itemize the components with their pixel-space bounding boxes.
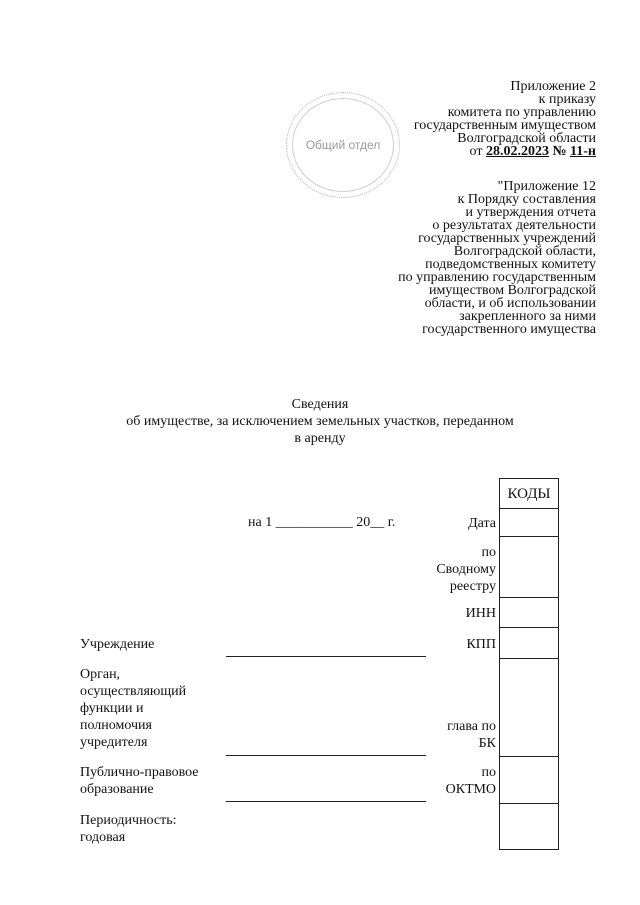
procedure-line: области, и об использовании bbox=[424, 296, 596, 311]
annex-number: 11-н bbox=[570, 144, 596, 159]
procedure-line: закрепленного за ними bbox=[459, 309, 596, 324]
annex-date-line bbox=[414, 145, 596, 158]
code-cell-kpp[interactable] bbox=[499, 627, 559, 659]
document-title bbox=[100, 396, 540, 447]
code-cell-oktmo[interactable] bbox=[499, 756, 559, 804]
procedure-line: государственного имущества bbox=[422, 322, 596, 337]
title-line-2: об имуществе, за исключением земельных участков, переданном bbox=[126, 414, 514, 429]
date-year: 20__ г. bbox=[356, 515, 396, 530]
code-cell-date[interactable] bbox=[499, 508, 559, 537]
procedure-line: имуществом Волгоградской bbox=[428, 283, 596, 298]
field-founder-line[interactable] bbox=[226, 755, 426, 756]
label-inn: ИНН bbox=[465, 606, 496, 621]
procedure-line: по управлению государственным bbox=[398, 270, 596, 285]
annex-date-prefix: от bbox=[469, 144, 483, 159]
label-registry-line: реестру bbox=[449, 579, 496, 594]
annex-date: 28.02.2023 bbox=[485, 144, 549, 159]
annex-line: Волгоградской области bbox=[457, 131, 596, 146]
label-bk-line: БК bbox=[478, 736, 496, 751]
field-institution-label: Учреждение bbox=[80, 637, 155, 652]
label-oktmo bbox=[446, 764, 496, 798]
procedure-line: государственных учреждений bbox=[418, 231, 596, 246]
field-public-entity-label bbox=[80, 764, 199, 798]
founder-line: функции и bbox=[80, 701, 144, 716]
date-blank: ___________ bbox=[275, 515, 353, 530]
founder-line: Орган, bbox=[80, 667, 121, 682]
field-periodicity-label bbox=[80, 812, 177, 846]
field-founder-label bbox=[80, 666, 186, 751]
annex-number-prefix: № bbox=[552, 144, 567, 159]
annex-line: государственным имуществом bbox=[413, 118, 596, 133]
public-entity-line: Публично-правовое bbox=[80, 765, 199, 780]
annex-line: Приложение 2 bbox=[510, 79, 596, 94]
procedure-line: к Порядку составления bbox=[457, 192, 596, 207]
field-institution-line[interactable] bbox=[226, 656, 426, 657]
procedure-annex-block bbox=[398, 180, 596, 336]
procedure-line: о результатах деятельности bbox=[432, 218, 596, 233]
code-cell-registry[interactable] bbox=[499, 536, 559, 598]
stamp-text: Общий отдел bbox=[305, 138, 381, 152]
procedure-line: и утверждения отчета bbox=[465, 205, 596, 220]
label-bk-line: глава по bbox=[447, 719, 496, 734]
public-entity-line: образование bbox=[80, 782, 154, 797]
date-prefix: на 1 bbox=[248, 515, 273, 530]
label-bk bbox=[447, 718, 496, 752]
codes-header: КОДЫ bbox=[499, 478, 559, 509]
procedure-line: Волгоградской области, bbox=[453, 244, 596, 259]
periodicity-line: Периодичность: bbox=[80, 813, 177, 828]
annex-line: комитета по управлению bbox=[447, 105, 596, 120]
annex-line: к приказу bbox=[538, 92, 596, 107]
procedure-line: подведомственных комитету bbox=[425, 257, 596, 272]
annex-block bbox=[414, 80, 596, 158]
code-cell-inn[interactable] bbox=[499, 597, 559, 628]
code-cell-periodicity[interactable] bbox=[499, 803, 559, 850]
label-oktmo-line: ОКТМО bbox=[445, 782, 496, 797]
periodicity-line: годовая bbox=[80, 830, 126, 845]
label-oktmo-line: по bbox=[481, 765, 496, 780]
report-date-line bbox=[248, 515, 395, 531]
founder-line: осуществляющий bbox=[80, 684, 187, 699]
founder-line: полномочия bbox=[80, 718, 152, 733]
field-public-entity-line[interactable] bbox=[226, 801, 426, 802]
department-stamp bbox=[286, 92, 400, 198]
label-kpp: КПП bbox=[466, 637, 496, 652]
title-line-3: в аренду bbox=[294, 431, 346, 446]
label-date: Дата bbox=[468, 516, 496, 531]
title-line-1: Сведения bbox=[291, 397, 349, 412]
label-registry-line: по bbox=[481, 545, 496, 560]
code-cell-bk[interactable] bbox=[499, 658, 559, 757]
label-registry bbox=[436, 544, 496, 595]
procedure-line: "Приложение 12 bbox=[497, 179, 596, 194]
founder-line: учредителя bbox=[80, 735, 148, 750]
label-registry-line: Сводному bbox=[436, 562, 496, 577]
